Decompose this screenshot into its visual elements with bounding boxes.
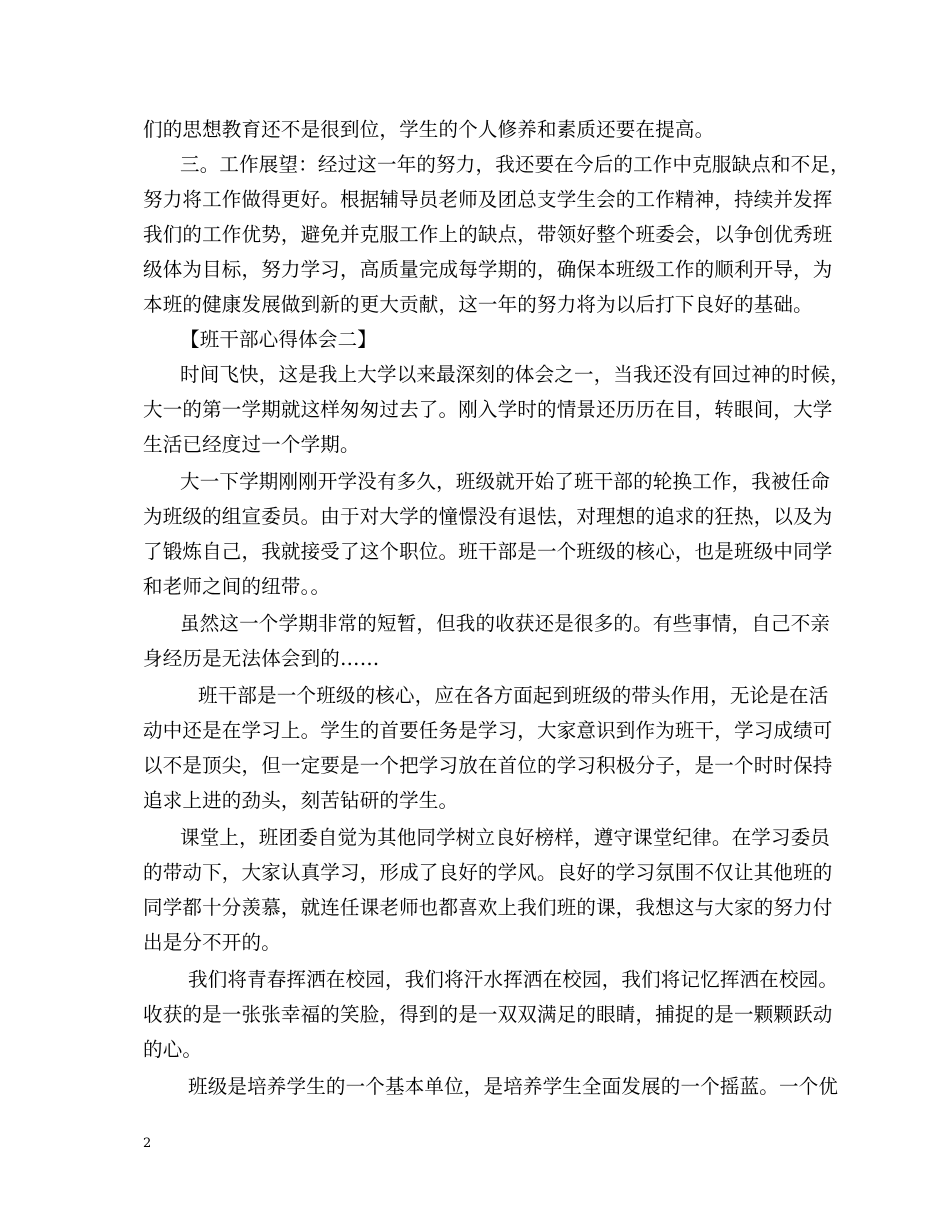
- page-number: 2: [143, 1136, 152, 1151]
- text-line: 了锻炼自己，我就接受了这个职位。班干部是一个班级的核心，也是班级中同学: [143, 540, 833, 563]
- text-line: 们的思想教育还不是很到位，学生的个人修养和素质还要在提高。: [143, 118, 715, 141]
- text-line: 三。工作展望：经过这一年的努力，我还要在今后的工作中克服缺点和不足，: [180, 153, 850, 176]
- text-line: 努力将工作做得更好。根据辅导员老师及团总支学生会的工作精神，持续并发挥: [143, 188, 833, 211]
- text-line: 和老师之间的纽带。。: [143, 575, 331, 598]
- text-line: 班干部是一个班级的核心，应在各方面起到班级的带头作用，无论是在活: [198, 684, 829, 707]
- text-line: 班级是培养学生的一个基本单位，是培养学生全面发展的一个摇蓝。一个优: [188, 1075, 839, 1098]
- text-line: 大一的第一学期就这样匆匆过去了。刚入学时的情景还历历在目，转眼间，大学: [143, 398, 833, 421]
- text-line: 大一下学期刚刚开学没有多久，班级就开始了班干部的轮换工作，我被任命: [180, 470, 831, 493]
- text-line: 生活已经度过一个学期。: [143, 433, 360, 456]
- text-line: 我们的工作优势，避免并克服工作上的缺点，带领好整个班委会，以争创优秀班: [143, 223, 833, 246]
- text-line: 课堂上，班团委自觉为其他同学树立良好榜样，遵守课堂纪律。在学习委员: [180, 826, 831, 849]
- text-line: 出是分不开的。: [143, 931, 281, 954]
- text-line: 同学都十分羡慕，就连任课老师也都喜欢上我们班的课，我想这与大家的努力付: [143, 896, 833, 919]
- text-line: 的带动下，大家认真学习，形成了良好的学风。良好的学习氛围不仅让其他班的: [143, 861, 833, 884]
- text-line: 虽然这一个学期非常的短暂，但我的收获还是很多的。有些事情，自己不亲: [180, 612, 831, 635]
- text-line: 我们将青春挥洒在校园，我们将汗水挥洒在校园，我们将记忆挥洒在校园。: [188, 968, 839, 991]
- text-line: 追求上进的劲头，刻苦钻研的学生。: [143, 789, 459, 812]
- text-line: 级体为目标，努力学习，高质量完成每学期的，确保本班级工作的顺利开导，为: [143, 258, 833, 281]
- section-heading: 【班干部心得体会二】: [180, 328, 378, 351]
- text-line: 身经历是无法体会到的……: [143, 647, 380, 670]
- text-line: 以不是顶尖，但一定要是一个把学习放在首位的学习积极分子，是一个时时保持: [143, 754, 833, 777]
- text-line: 动中还是在学习上。学生的首要任务是学习，大家意识到作为班干，学习成绩可: [143, 719, 833, 742]
- text-line: 本班的健康发展做到新的更大贡献，这一年的努力将为以后打下良好的基础。: [143, 293, 813, 316]
- text-line: 为班级的组宣委员。由于对大学的憧憬没有退怯，对理想的追求的狂热，以及为: [143, 505, 833, 528]
- text-line: 时间飞快，这是我上大学以来最深刻的体会之一，当我还没有回过神的时候，: [180, 363, 850, 386]
- text-line: 收获的是一张张幸福的笑脸，得到的是一双双满足的眼睛，捕捉的是一颗颗跃动: [143, 1003, 833, 1026]
- text-line: 的心。: [143, 1038, 203, 1061]
